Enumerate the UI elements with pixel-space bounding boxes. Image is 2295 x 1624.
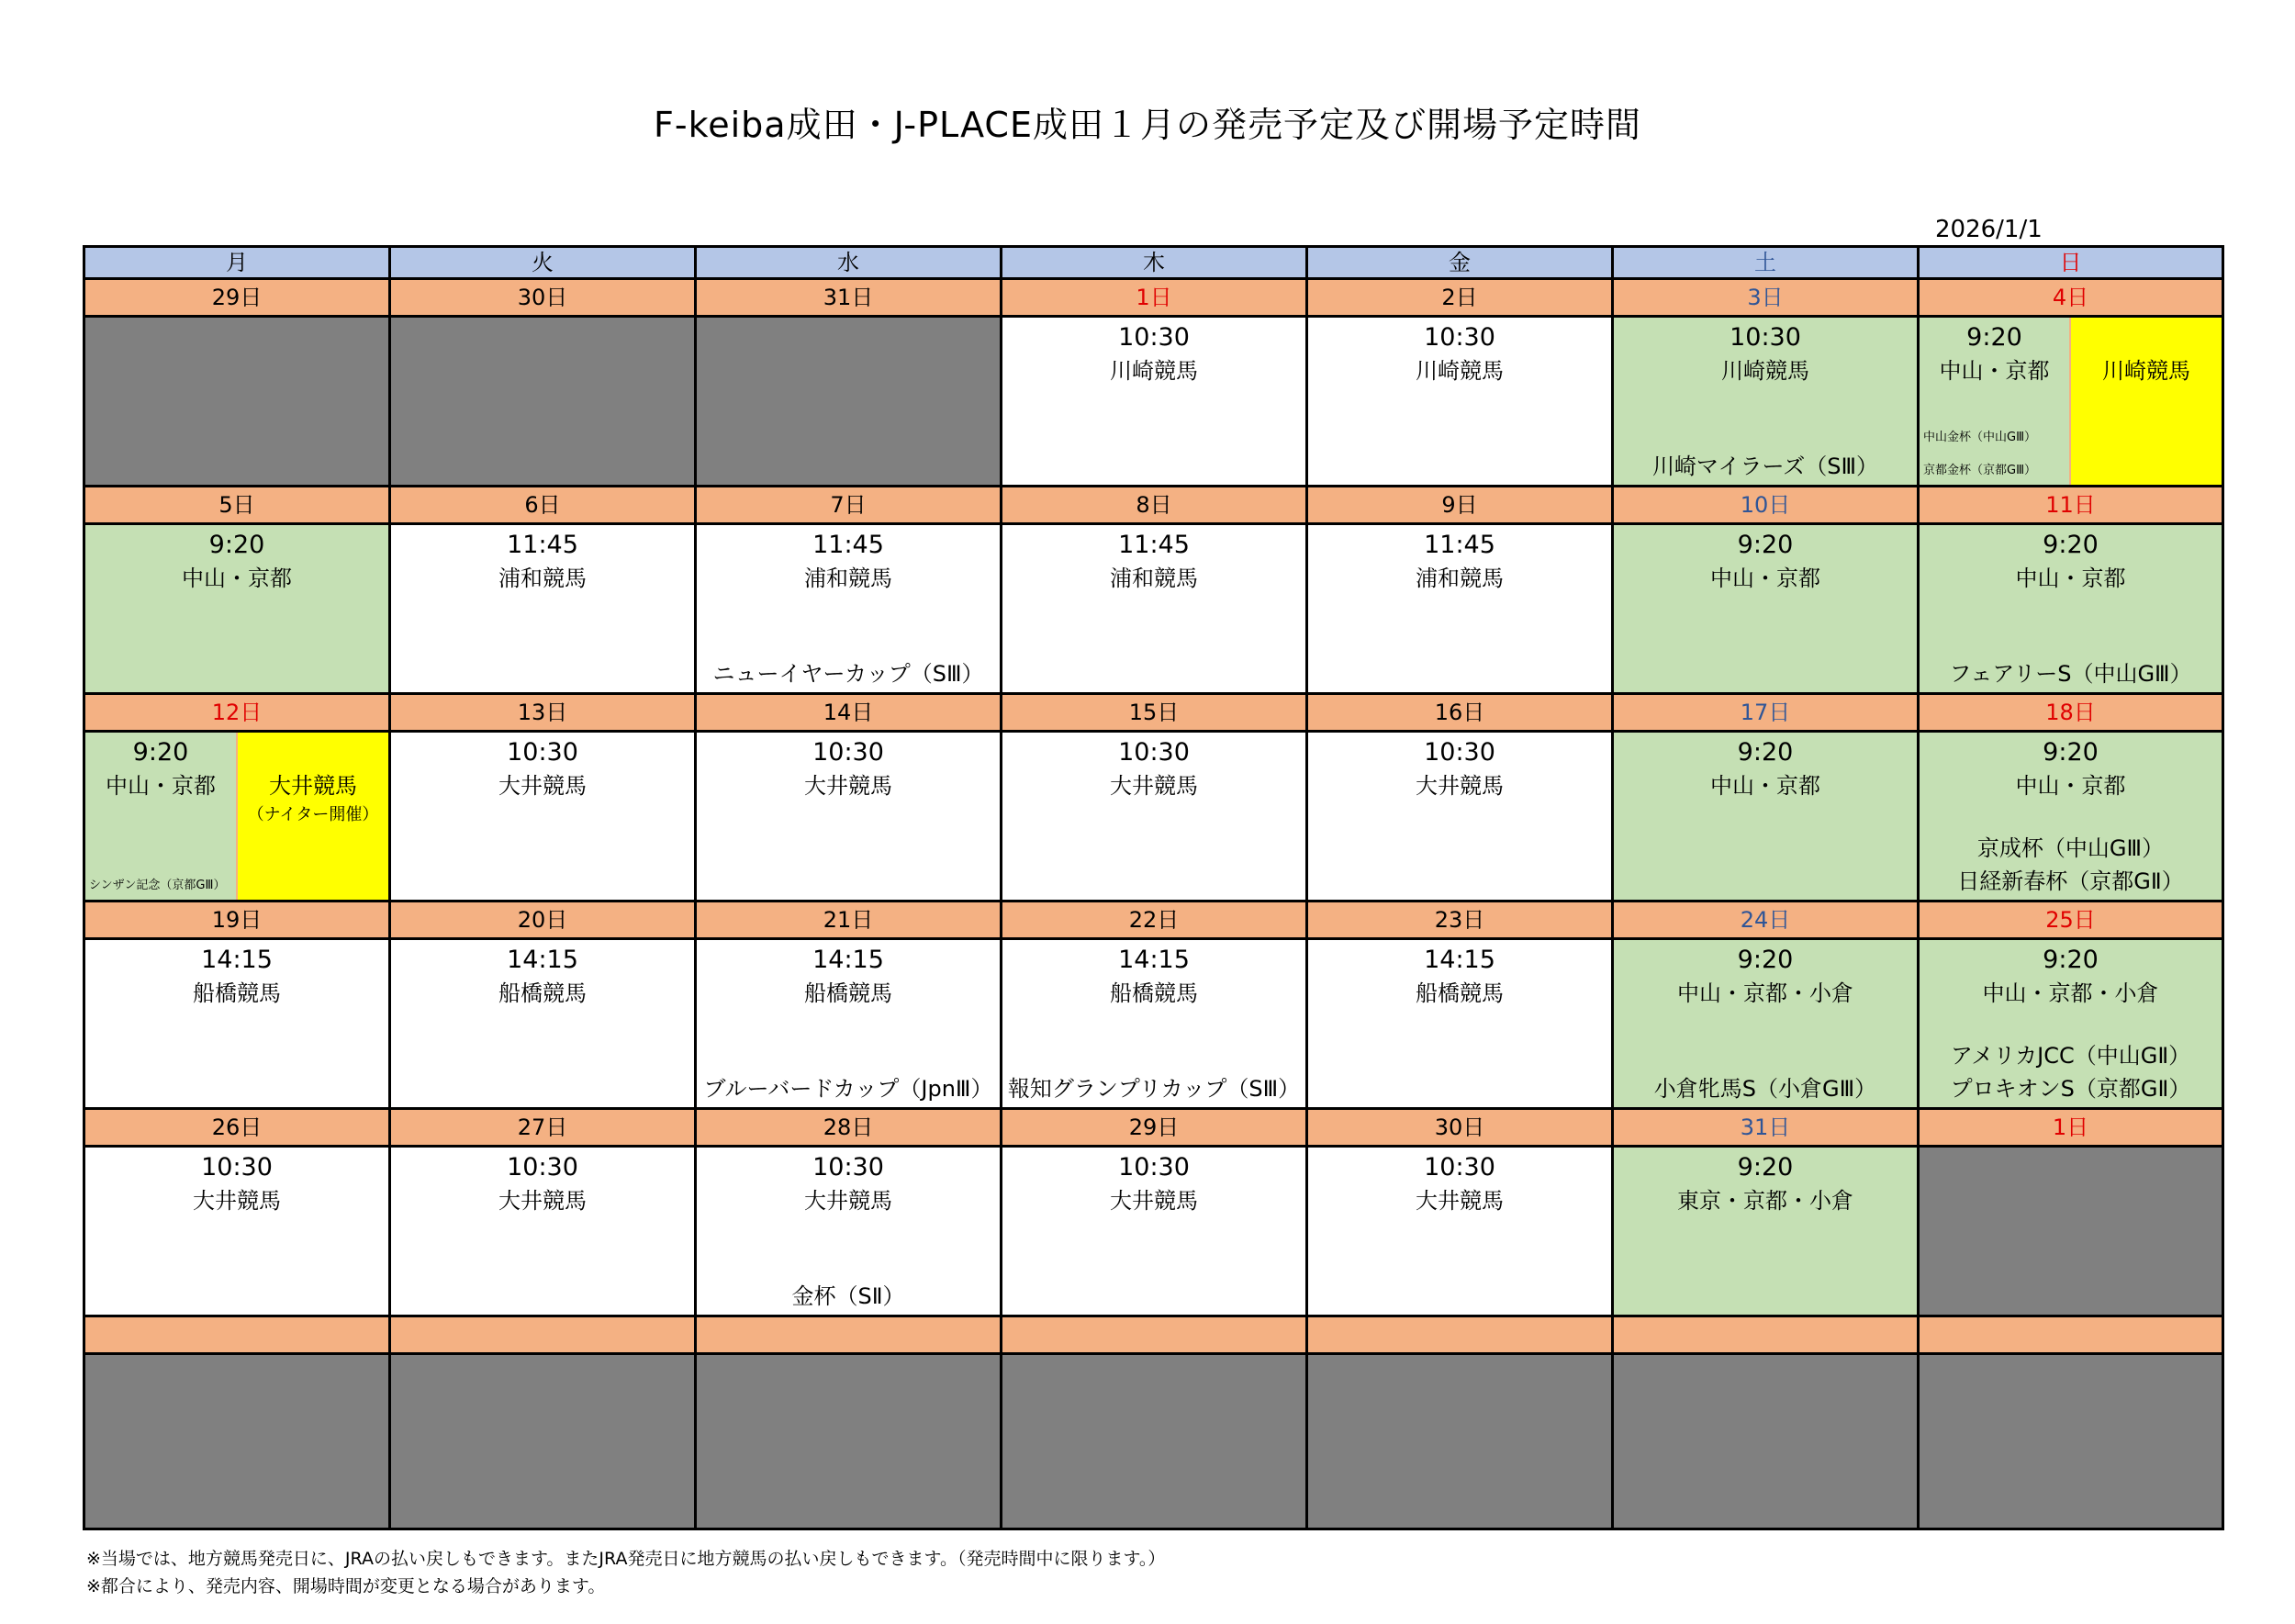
venue-secondary: 大井競馬 [269,773,357,799]
date-label-empty [1307,1316,1613,1354]
open-time: 10:30 [1118,738,1190,767]
date-label: 3日 [1613,279,1919,317]
day-cell [696,732,1002,902]
date-label: 22日 [1002,902,1307,939]
day-cell-unavailable [1919,1147,2223,1316]
date-label: 31日 [1613,1109,1919,1147]
venue: 中山・京都・小倉 [1982,980,2159,1006]
day-cell [1613,317,1919,487]
venue: 中山・京都 [1710,773,1820,799]
day-cell-unavailable [84,317,390,487]
weekday-header-row [84,247,2223,279]
race-name: アメリカJCC（中山GⅡ） [1950,1043,2191,1069]
venue: 船橋競馬 [1416,980,1504,1006]
date-label: 30日 [1307,1109,1613,1147]
day-cell-unavailable [1919,1354,2223,1529]
day-cell [1307,1147,1613,1316]
weekday-wed: 水 [696,247,1002,279]
day-cell [1307,524,1613,694]
footnote: ※都合により、発売内容、開場時間が変更となる場合があります。 [86,1576,606,1596]
venue: 船橋競馬 [804,980,892,1006]
venue: 浦和競馬 [804,566,892,591]
date-label: 16日 [1307,694,1613,732]
day-cell [84,939,390,1109]
issue-date: 2026/1/1 [1935,216,2043,243]
open-time: 9:20 [208,531,265,559]
venue: 大井競馬 [804,773,892,799]
day-cell-unavailable [84,1354,390,1529]
day-cell-unavailable [390,317,696,487]
day-cell [1919,732,2223,902]
venue: 大井競馬 [1110,1188,1198,1214]
date-label: 12日 [84,694,390,732]
day-cell-unavailable [696,1354,1002,1529]
day-cell-unavailable [1613,1354,1919,1529]
venue: 大井競馬 [193,1188,281,1214]
nighter-note: （ナイター開催） [247,805,379,824]
open-time: 10:30 [812,738,884,767]
date-label-empty [390,1316,696,1354]
venue: 東京・京都・小倉 [1677,1188,1853,1214]
day-cell [1613,939,1919,1109]
venue: 川崎競馬 [1110,358,1198,384]
open-time: 9:20 [1966,323,2022,352]
open-time: 14:15 [1424,946,1495,974]
venue: 中山・京都・小倉 [1677,980,1853,1006]
open-time: 10:30 [1730,323,1801,352]
schedule-row [84,732,2223,902]
date-label-empty [1919,1316,2223,1354]
date-label: 7日 [696,487,1002,524]
date-label: 8日 [1002,487,1307,524]
venue: 大井競馬 [1416,1188,1504,1214]
schedule-row [84,317,2223,487]
weekday-fri: 金 [1307,247,1613,279]
date-label: 13日 [390,694,696,732]
day-cell-split [1919,317,2223,487]
day-cell [1307,317,1613,487]
open-time: 11:45 [812,531,884,559]
date-label: 17日 [1613,694,1919,732]
day-cell [390,1147,696,1316]
venue-secondary: 川崎競馬 [2102,358,2190,384]
open-time: 14:15 [201,946,273,974]
race-name: 中山金杯（中山GⅢ） [1923,431,2037,444]
venue: 船橋競馬 [193,980,281,1006]
weekday-sun: 日 [1919,247,2223,279]
date-label: 1日 [1919,1109,2223,1147]
race-name: 報知グランプリカップ（SⅢ） [1007,1076,1301,1102]
day-cell [1613,732,1919,902]
date-label-empty [84,1316,390,1354]
venue: 中山・京都 [2015,566,2126,591]
schedule-row-empty [84,1354,2223,1529]
weekday-sat: 土 [1613,247,1919,279]
day-cell [1307,732,1613,902]
day-cell [390,732,696,902]
date-row [84,279,2223,317]
venue: 船橋競馬 [1110,980,1198,1006]
day-cell-split [84,732,390,902]
footnote: ※当場では、地方競馬発売日に、JRAの払い戻しもできます。またJRA発売日に地方競馬の払い戻しもできます。（発売時間中に限ります。） [86,1549,1166,1569]
schedule-row [84,939,2223,1109]
race-name: フェアリーS（中山GⅢ） [1949,661,2192,687]
weekday-tue: 火 [390,247,696,279]
date-label-empty [1613,1316,1919,1354]
schedule-row [84,524,2223,694]
open-time: 9:20 [1737,1153,1794,1182]
date-label: 29日 [84,279,390,317]
date-label: 9日 [1307,487,1613,524]
open-time: 10:30 [1118,1153,1190,1182]
date-label-empty [1002,1316,1307,1354]
date-label: 27日 [390,1109,696,1147]
calendar-table [83,245,2224,1530]
date-label: 25日 [1919,902,2223,939]
day-cell-unavailable [696,317,1002,487]
day-cell [1002,524,1307,694]
date-label: 23日 [1307,902,1613,939]
day-cell [84,1147,390,1316]
day-cell [696,524,1002,694]
date-label: 30日 [390,279,696,317]
open-time: 10:30 [507,1153,578,1182]
date-label: 10日 [1613,487,1919,524]
day-cell [1002,939,1307,1109]
race-name: 日経新春杯（京都GⅡ） [1957,868,2184,894]
date-label: 5日 [84,487,390,524]
day-cell [1307,939,1613,1109]
day-cell [696,1147,1002,1316]
date-label: 19日 [84,902,390,939]
date-label: 11日 [1919,487,2223,524]
open-time: 9:20 [1737,946,1794,974]
day-cell-unavailable [390,1354,696,1529]
open-time: 11:45 [1118,531,1190,559]
race-name: 京都金杯（京都GⅢ） [1923,464,2037,477]
venue: 川崎競馬 [1721,358,1809,384]
date-label: 6日 [390,487,696,524]
venue: 中山・京都 [1939,358,2050,384]
date-label: 31日 [696,279,1002,317]
date-label: 20日 [390,902,696,939]
date-label: 28日 [696,1109,1002,1147]
schedule-row [84,1147,2223,1316]
open-time: 9:20 [2043,738,2099,767]
date-row [84,902,2223,939]
date-label: 18日 [1919,694,2223,732]
day-cell [1002,1147,1307,1316]
day-cell [84,524,390,694]
page-title: F-keiba成田・J-PLACE成田１月の発売予定及び開場予定時間 [654,105,1641,145]
day-cell [1919,939,2223,1109]
date-row [84,1109,2223,1147]
venue: 大井競馬 [498,1188,587,1214]
venue: 船橋競馬 [498,980,587,1006]
venue: 川崎競馬 [1416,358,1504,384]
open-time: 10:30 [1118,323,1190,352]
date-label: 29日 [1002,1109,1307,1147]
venue: 大井競馬 [1416,773,1504,799]
race-name: 金杯（SⅡ） [791,1283,905,1309]
venue: 大井競馬 [498,773,587,799]
race-name: シンザン記念（京都GⅢ） [89,879,226,892]
venue: 中山・京都 [182,566,292,591]
open-time: 10:30 [1424,1153,1495,1182]
date-label: 2日 [1307,279,1613,317]
race-name: 小倉牝馬S（小倉GⅢ） [1653,1076,1877,1102]
open-time: 14:15 [507,946,578,974]
day-cell-unavailable [1002,1354,1307,1529]
venue: 中山・京都 [2015,773,2126,799]
race-name: 京成杯（中山GⅢ） [1976,835,2165,861]
venue: 中山・京都 [1710,566,1820,591]
day-cell [1002,317,1307,487]
day-cell [696,939,1002,1109]
open-time: 9:20 [2043,946,2099,974]
day-cell [390,524,696,694]
day-cell [390,939,696,1109]
open-time: 10:30 [812,1153,884,1182]
day-cell [1613,524,1919,694]
open-time: 14:15 [1118,946,1190,974]
day-cell [1002,732,1307,902]
race-name: ブルーバードカップ（JpnⅢ） [703,1076,993,1102]
date-label: 14日 [696,694,1002,732]
race-name: プロキオンS（京都GⅡ） [1950,1076,2191,1102]
open-time: 10:30 [201,1153,273,1182]
weekday-mon: 月 [84,247,390,279]
open-time: 9:20 [1737,738,1794,767]
race-name: 川崎マイラーズ（SⅢ） [1651,454,1879,479]
day-cell [1919,524,2223,694]
open-time: 9:20 [132,738,189,767]
open-time: 9:20 [1737,531,1794,559]
venue: 中山・京都 [106,773,216,799]
date-label-empty [696,1316,1002,1354]
open-time: 10:30 [1424,738,1495,767]
date-label: 4日 [1919,279,2223,317]
date-row [84,1316,2223,1354]
date-label: 26日 [84,1109,390,1147]
open-time: 10:30 [1424,323,1495,352]
date-label: 15日 [1002,694,1307,732]
open-time: 11:45 [507,531,578,559]
open-time: 11:45 [1424,531,1495,559]
open-time: 10:30 [507,738,578,767]
date-row [84,694,2223,732]
venue: 大井競馬 [804,1188,892,1214]
date-row [84,487,2223,524]
venue: 浦和競馬 [1416,566,1504,591]
day-cell [1613,1147,1919,1316]
open-time: 9:20 [2043,531,2099,559]
weekday-thu: 木 [1002,247,1307,279]
venue: 浦和競馬 [498,566,587,591]
venue: 浦和競馬 [1110,566,1198,591]
race-name: ニューイヤーカップ（SⅢ） [712,661,984,687]
open-time: 14:15 [812,946,884,974]
day-cell-unavailable [1307,1354,1613,1529]
venue: 大井競馬 [1110,773,1198,799]
date-label: 21日 [696,902,1002,939]
date-label: 24日 [1613,902,1919,939]
date-label: 1日 [1002,279,1307,317]
